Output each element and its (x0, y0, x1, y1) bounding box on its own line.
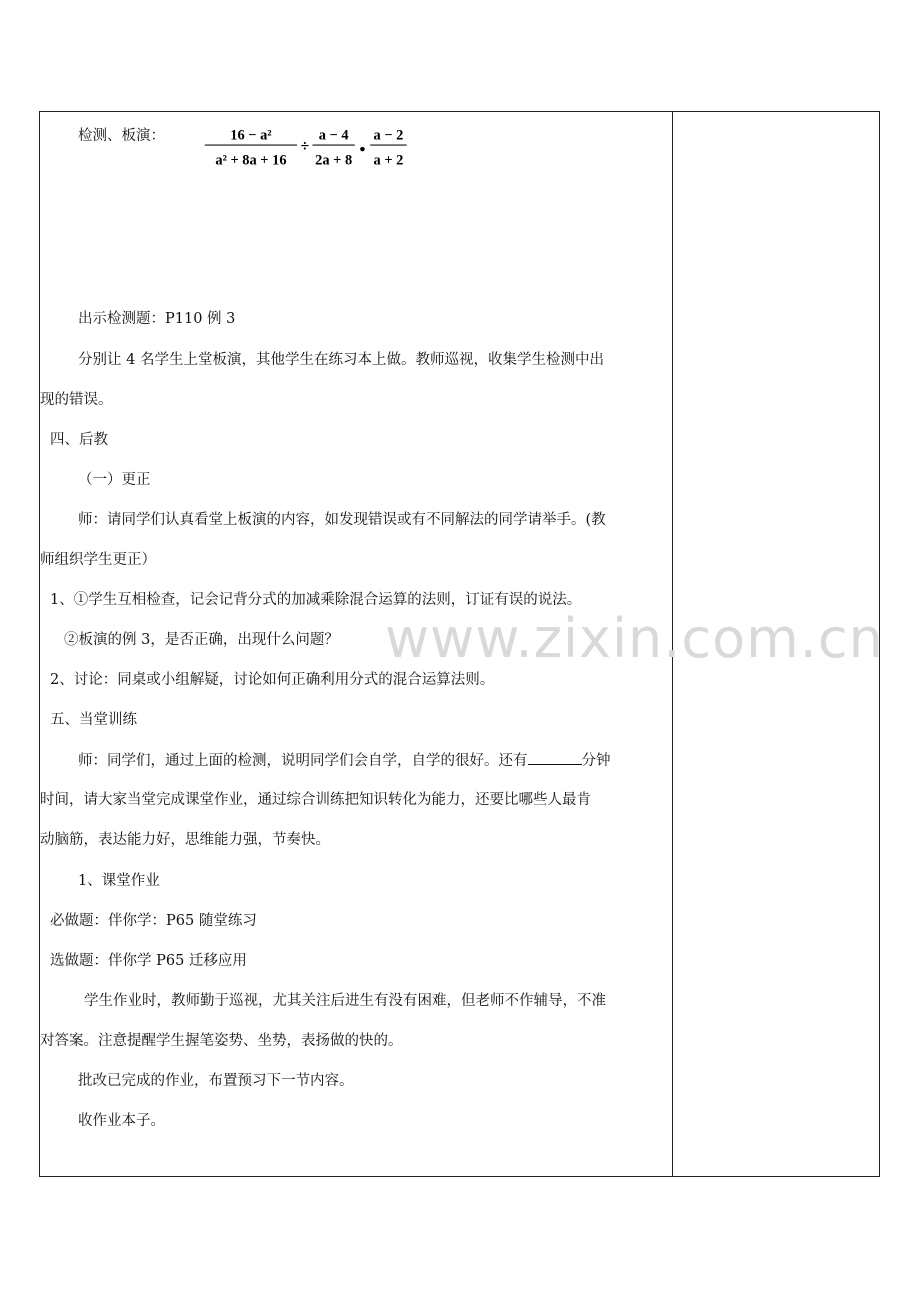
fill-in-blank (528, 750, 582, 765)
paragraph-line: 时间，请大家当堂完成课堂作业，通过综合训练把知识转化为能力，还要比哪些人最肯 (40, 792, 591, 808)
paragraph-line: 对答案。注意提醒学生握笔姿势、坐势，表扬做的快的。 (40, 1033, 403, 1049)
section-heading: 四、后教 (50, 432, 108, 448)
paragraph-line: 出示检测题：P110 例 3 (78, 311, 236, 327)
paragraph-line: 动脑筋，表达能力好，思维能力强，节奏快。 (40, 832, 330, 848)
fraction1-denominator: a² + 8a + 16 (215, 152, 287, 169)
subsection-heading: 1、课堂作业 (78, 873, 160, 889)
fraction3-numerator: a − 2 (373, 127, 404, 144)
paragraph-line (78, 750, 611, 771)
paragraph-line: 2、讨论：同桌或小组解疑，讨论如何正确利用分式的混合运算法则。 (50, 672, 495, 688)
divide-operator: ÷ (300, 137, 310, 155)
fraction2-numerator: a − 4 (318, 127, 349, 144)
fraction3-denominator: a + 2 (373, 152, 404, 169)
section-label: 检测、板演： (78, 128, 165, 144)
section-heading: 五、当堂训练 (50, 712, 137, 728)
paragraph-line: 师组织学生更正） (40, 552, 156, 568)
fraction-expression (200, 122, 450, 172)
paragraph-line: 学生作业时，教师勤于巡视，尤其关注后进生有没有困难，但老师不作辅导，不准 (84, 993, 606, 1009)
site-watermark: www.zixin.com.cn (385, 607, 884, 670)
paragraph-line: 必做题：伴你学：P65 随堂练习 (50, 913, 257, 929)
subsection-heading: （一）更正 (78, 472, 151, 488)
paragraph-line: 师：请同学们认真看堂上板演的内容，如发现错误或有不同解法的同学请举手。(教 (78, 512, 606, 528)
paragraph-line: 1、①学生互相检查，记会记背分式的加减乘除混合运算的法则，订证有误的说法。 (50, 592, 582, 608)
paragraph-text: 师：同学们，通过上面的检测，说明同学们会自学，自学的很好。还有 (78, 753, 528, 769)
paragraph-line: ②板演的例 3，是否正确，出现什么问题？ (64, 632, 339, 648)
paragraph-text: 分钟 (581, 753, 611, 769)
multiply-operator: ● (359, 143, 366, 155)
paragraph-line: 批改已完成的作业，布置预习下一节内容。 (78, 1073, 354, 1089)
fraction1-numerator: 16 − a² (230, 127, 272, 144)
paragraph-line: 现的错误。 (40, 392, 113, 408)
fraction2-denominator: 2a + 8 (315, 152, 353, 169)
paragraph-line: 收作业本子。 (78, 1113, 165, 1129)
paragraph-line: 分别让 4 名学生上堂板演，其他学生在练习本上做。教师巡视，收集学生检测中出 (78, 352, 604, 368)
paragraph-line: 选做题：伴你学 P65 迁移应用 (50, 953, 247, 969)
